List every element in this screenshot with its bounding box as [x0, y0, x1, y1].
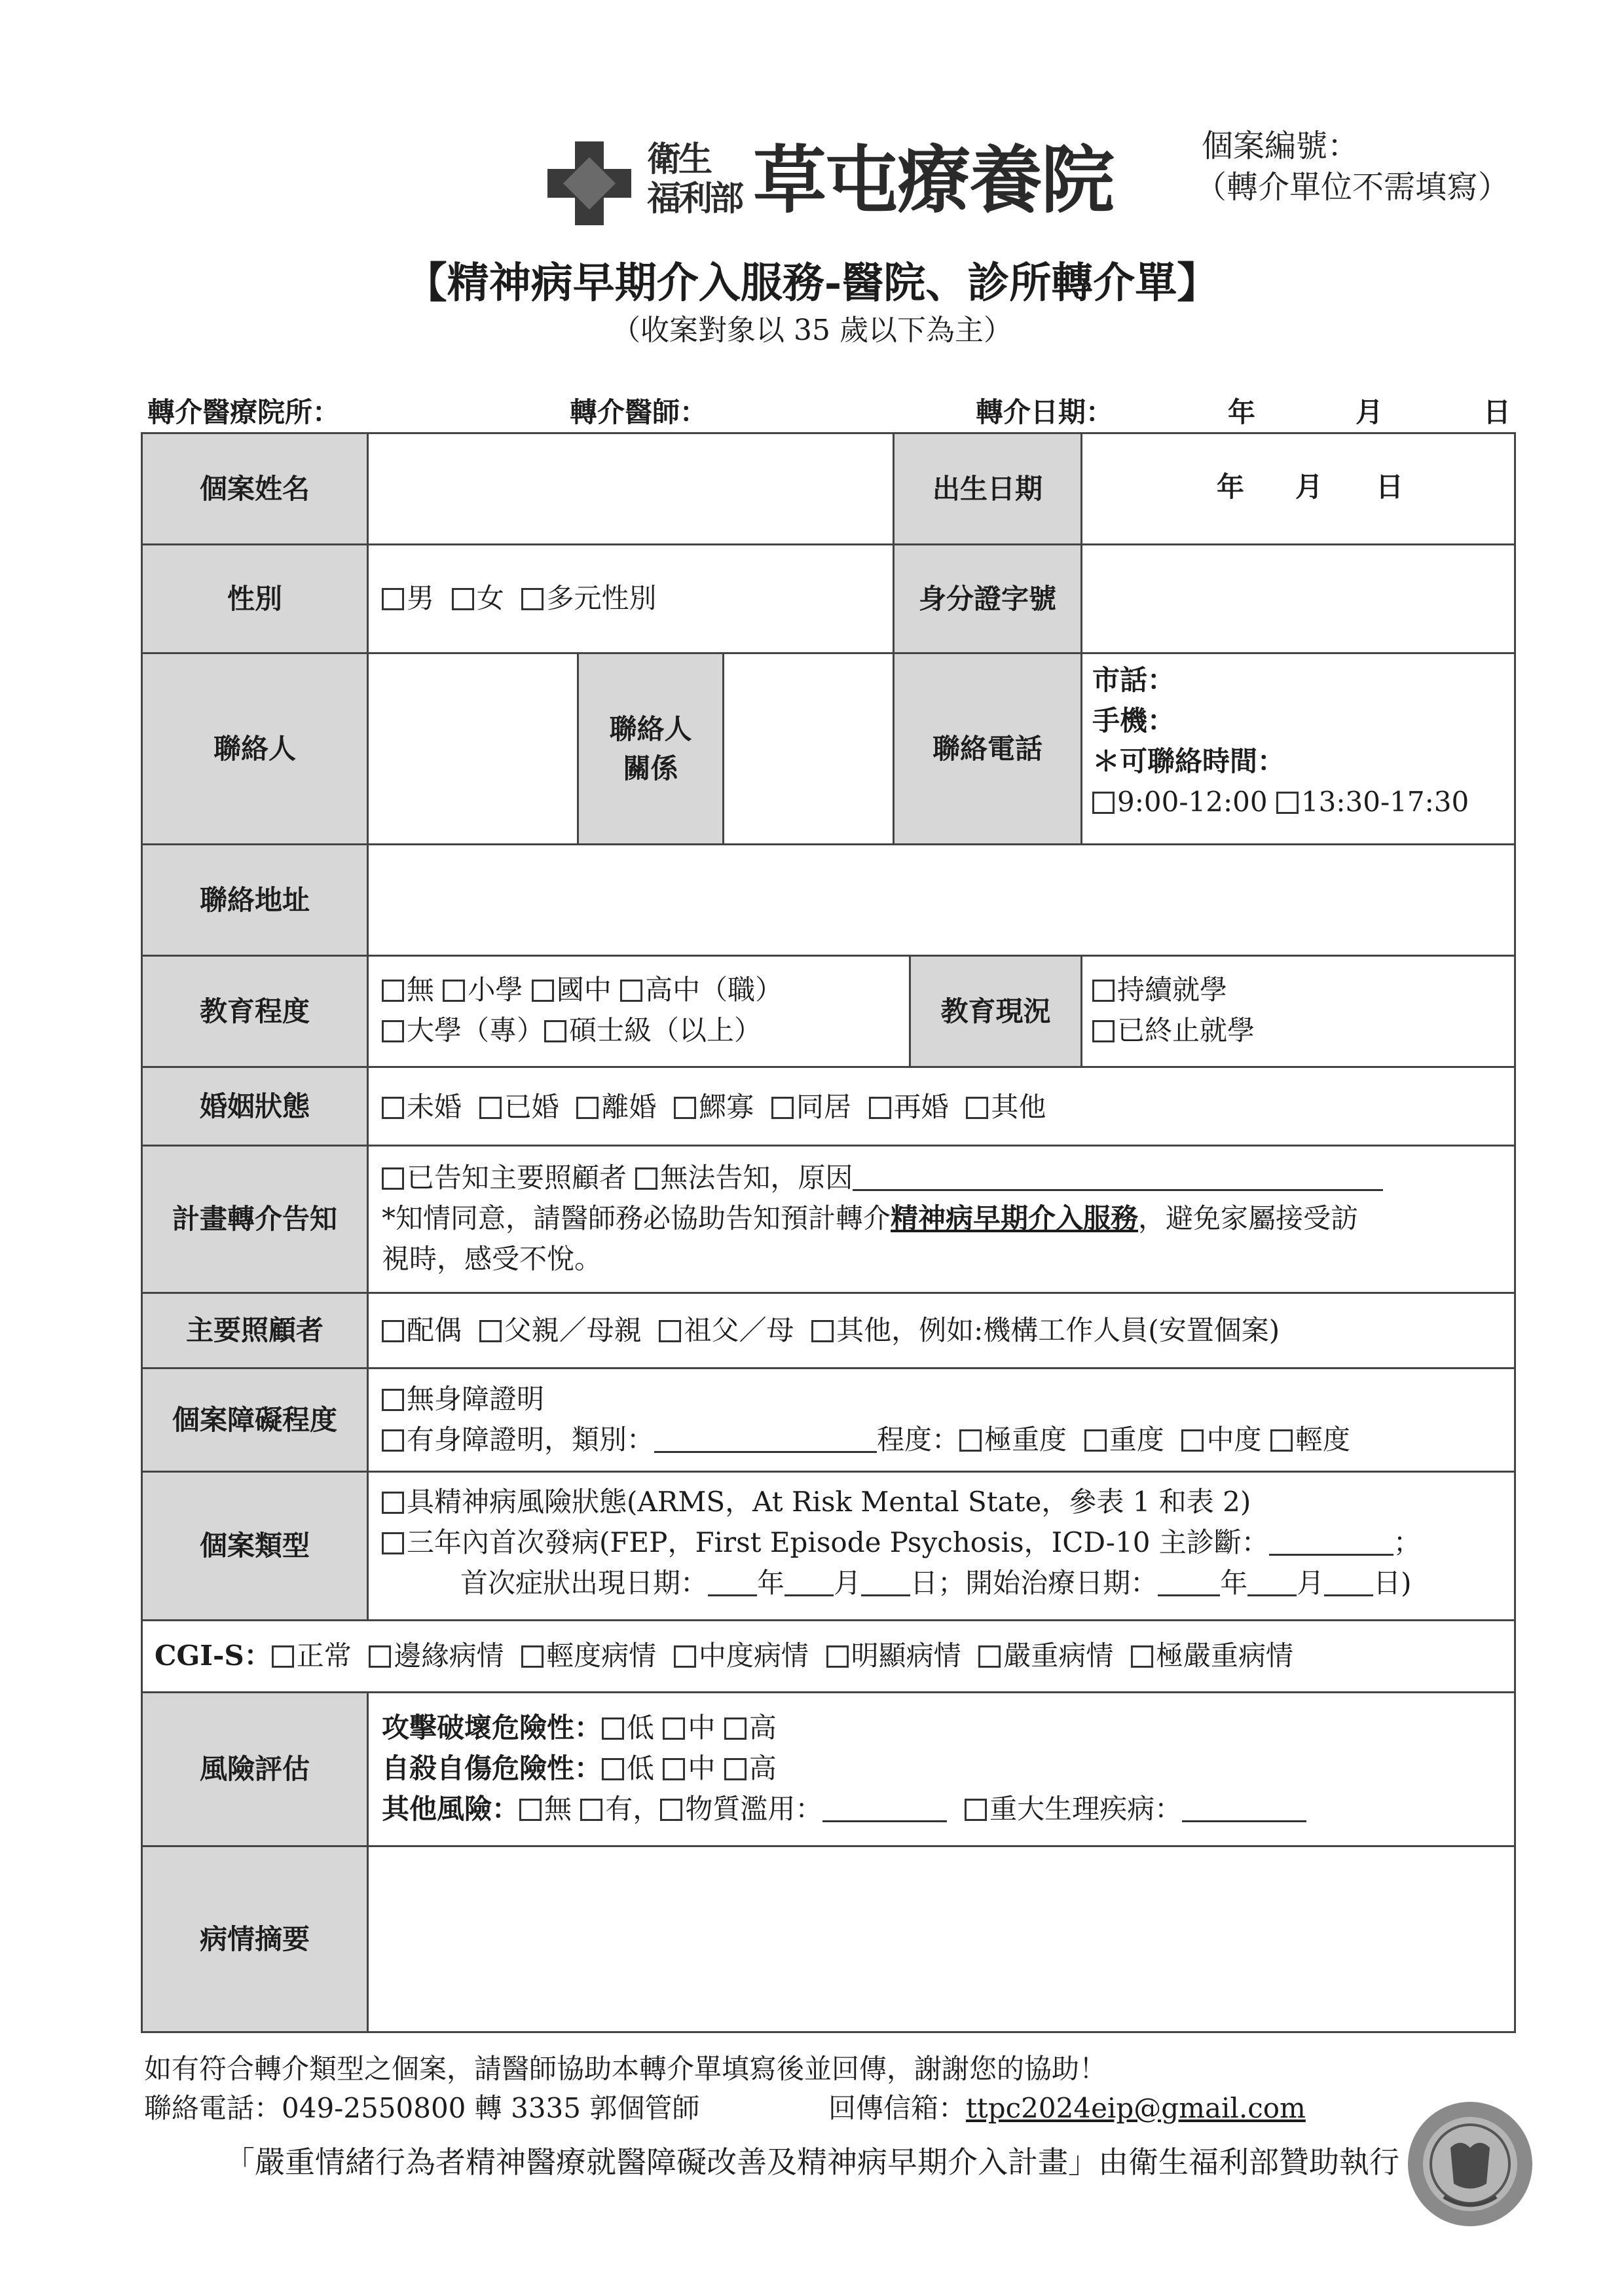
- gender-label: 性別: [143, 545, 367, 652]
- edu-primary-checkbox[interactable]: [443, 980, 465, 1002]
- birth-day-label: 日: [1376, 471, 1404, 503]
- time-morning-checkbox[interactable]: [1092, 792, 1115, 814]
- caregiver-options: 配偶 父親／母親 祖父／母 其他，例如:機構工作人員(安置個案): [382, 1310, 1280, 1351]
- condition-summary-label: 病情摘要: [143, 1847, 367, 2031]
- symptom-date-label: 首次症狀出現日期：: [460, 1567, 709, 1599]
- notice-reason-blank[interactable]: [853, 1162, 1383, 1191]
- edu-continuing-checkbox[interactable]: [1092, 980, 1115, 1002]
- edu-stopped-checkbox[interactable]: [1092, 1020, 1115, 1042]
- symptom-month-blank[interactable]: [784, 1567, 834, 1596]
- caregiver-parent-checkbox[interactable]: [479, 1320, 502, 1342]
- referral-date-field[interactable]: 轉介日期：: [976, 396, 1114, 428]
- caregiver-other-checkbox[interactable]: [811, 1320, 834, 1342]
- type-fep-checkbox[interactable]: [382, 1532, 404, 1554]
- marital-status-label: 婚姻狀態: [143, 1068, 367, 1145]
- time-afternoon-checkbox[interactable]: [1276, 792, 1299, 814]
- disability-mild-checkbox[interactable]: [1270, 1429, 1293, 1452]
- education-status-options: 持續就學 已終止就學: [1092, 970, 1255, 1051]
- condition-summary-input[interactable]: [369, 1847, 1511, 2031]
- contact-relation-label: 聯絡人關係: [579, 654, 722, 843]
- edu-master-checkbox[interactable]: [544, 1020, 566, 1042]
- form-title: 【精神病早期介入服務-醫院、診所轉介單】: [405, 259, 1219, 308]
- footer-sponsor: 「嚴重情緒行為者精神醫療就醫障礙改善及精神病早期介入計畫」由衛生福利部贊助執行: [225, 2144, 1399, 2180]
- birth-year-label: 年: [1217, 471, 1245, 503]
- marital-widowed-checkbox[interactable]: [674, 1097, 696, 1119]
- gender-options: [382, 578, 656, 619]
- marital-options: 未婚 已婚 離婚 鰥寡 同居 再婚 其他: [382, 1087, 1046, 1128]
- contact-phone-label: 聯絡電話: [895, 654, 1080, 843]
- case-number-note: （轉介單位不需填寫）: [1195, 169, 1510, 206]
- case-name-label: 個案姓名: [143, 434, 367, 543]
- risk-suicide-label: 自殺自傷危險性：: [382, 1752, 602, 1784]
- case-type-label: 個案類型: [143, 1473, 367, 1619]
- landline-field[interactable]: 市話：: [1092, 664, 1175, 696]
- contact-person-label: 聯絡人: [143, 654, 367, 843]
- risk-assessment-block: 攻擊破壞危險性： 低 中 高 自殺自傷危險性： 低 中 高 其他風險： 無 有， 物質濫用： 重大生理疾病：: [382, 1708, 1306, 1829]
- caregiver-label: 主要照顧者: [143, 1294, 367, 1367]
- contact-phone-block: [1092, 660, 1469, 822]
- notice-service-name: 精神病早期介入服務: [891, 1202, 1139, 1234]
- cgi-borderline-checkbox[interactable]: [369, 1645, 391, 1668]
- cgi-normal-checkbox[interactable]: [272, 1645, 294, 1668]
- id-number-label: 身分證字號: [895, 545, 1080, 652]
- physical-illness-checkbox[interactable]: [965, 1799, 987, 1821]
- caregiver-spouse-checkbox[interactable]: [382, 1320, 404, 1342]
- notice-consent-text-b: ，避免家屬接受訪: [1138, 1202, 1359, 1234]
- form-subtitle: （收案對象以 35 歲以下為主）: [612, 314, 1012, 347]
- substance-abuse-blank[interactable]: [822, 1793, 947, 1822]
- aggression-low-checkbox[interactable]: [602, 1717, 624, 1740]
- footer-email-line: [828, 2089, 1306, 2128]
- marital-married-checkbox[interactable]: [479, 1097, 502, 1119]
- id-number-input[interactable]: [1082, 545, 1511, 652]
- address-input[interactable]: [369, 845, 1511, 955]
- education-status-label: 教育現況: [911, 957, 1080, 1066]
- other-risk-none-checkbox[interactable]: [519, 1799, 542, 1821]
- substance-abuse-checkbox[interactable]: [660, 1799, 682, 1821]
- icd10-diagnosis-blank[interactable]: [1269, 1526, 1393, 1556]
- disability-have-checkbox[interactable]: [382, 1429, 404, 1452]
- notice-unable-checkbox[interactable]: [635, 1167, 657, 1190]
- referral-notice-block: 已告知主要照顧者 無法告知，原因 *知情同意，請醫師務必協助告知預計轉介精神病早期介入服務，避免家屬接受訪 視時，感受不悅。: [382, 1158, 1383, 1279]
- disability-none-checkbox[interactable]: [382, 1389, 404, 1411]
- suicide-low-checkbox[interactable]: [602, 1758, 624, 1780]
- footer-email-link[interactable]: ttpc2024eip@gmail.com: [966, 2092, 1306, 2124]
- contact-time-label: ＊可聯絡時間：: [1092, 745, 1285, 777]
- disability-label: 個案障礙程度: [143, 1369, 367, 1471]
- edu-junior-checkbox[interactable]: [532, 980, 554, 1002]
- referral-form-table: [141, 432, 1516, 2033]
- cgi-moderate-checkbox[interactable]: [674, 1645, 696, 1668]
- address-label: 聯絡地址: [143, 845, 367, 955]
- gender-option-male[interactable]: 男: [382, 582, 434, 614]
- cgi-s-row: CGI-S： 正常 邊緣病情 輕度病情 中度病情 明顯病情 嚴重病情 極嚴重病情: [155, 1640, 1294, 1672]
- cgi-severe-checkbox[interactable]: [978, 1645, 1001, 1668]
- diverse-gender-checkbox[interactable]: [521, 588, 544, 610]
- disability-block: 無身障證明 有身障證明，類別： 程度： 極重度 重度 中度 輕度: [382, 1379, 1350, 1460]
- risk-assessment-label: 風險評估: [143, 1693, 367, 1845]
- type-arms-checkbox[interactable]: [382, 1492, 404, 1514]
- disability-profound-checkbox[interactable]: [959, 1429, 982, 1452]
- referral-date-year: 年: [1228, 396, 1256, 428]
- logo-hospital-name: 草屯療養院: [753, 138, 1113, 223]
- notice-consent-text-c: 視時，感受不悅。: [382, 1243, 602, 1275]
- female-checkbox[interactable]: [452, 588, 474, 610]
- aggression-high-checkbox[interactable]: [724, 1717, 747, 1740]
- cgi-extreme-checkbox[interactable]: [1131, 1645, 1153, 1668]
- treat-day-blank[interactable]: [1324, 1567, 1373, 1596]
- footer-contact-phone: 聯絡電話：049-2550800 轉 3335 郭個管師: [144, 2092, 700, 2124]
- edu-senior-checkbox[interactable]: [620, 980, 642, 1002]
- caregiver-grandparent-checkbox[interactable]: [659, 1320, 681, 1342]
- disability-severe-checkbox[interactable]: [1084, 1429, 1107, 1452]
- disability-moderate-checkbox[interactable]: [1181, 1429, 1204, 1452]
- referral-notice-label: 計畫轉介告知: [143, 1147, 367, 1292]
- aggression-mid-checkbox[interactable]: [663, 1717, 685, 1740]
- treat-year-blank[interactable]: [1158, 1567, 1220, 1596]
- ministry-seal-icon: [1405, 2099, 1536, 2230]
- treat-date-label: ；開始治療日期：: [938, 1567, 1158, 1599]
- education-label: 教育程度: [143, 957, 367, 1066]
- risk-aggression-label: 攻擊破壞危險性：: [382, 1712, 602, 1744]
- male-checkbox[interactable]: [382, 588, 404, 610]
- notice-consent-text: *知情同意，請醫師務必協助告知預計轉介: [382, 1202, 891, 1234]
- treat-month-blank[interactable]: [1247, 1567, 1297, 1596]
- contact-person-input[interactable]: [369, 654, 577, 843]
- cgi-marked-checkbox[interactable]: [826, 1645, 849, 1668]
- contact-time-options: [1092, 782, 1469, 822]
- logo-subtitle-line-1: 衛生: [647, 140, 710, 179]
- referral-date-day: 日: [1483, 396, 1511, 428]
- marital-divorced-checkbox[interactable]: [576, 1097, 599, 1119]
- notice-informed-checkbox[interactable]: [382, 1167, 404, 1190]
- footer-email-label: 回傳信箱：: [828, 2092, 967, 2124]
- footer-instruction: 如有符合轉介類型之個案，請醫師協助本轉介單填寫後並回傳，謝謝您的協助！: [144, 2053, 1107, 2085]
- edu-college-checkbox[interactable]: [382, 1020, 404, 1042]
- gender-option-diverse[interactable]: 多元性別: [521, 582, 656, 614]
- suicide-mid-checkbox[interactable]: [663, 1758, 685, 1780]
- marital-remarried-checkbox[interactable]: [869, 1097, 891, 1119]
- birth-month-label: 月: [1295, 471, 1323, 503]
- gender-option-female[interactable]: 女: [452, 582, 504, 614]
- case-number-label: 個案編號：: [1202, 128, 1359, 164]
- suicide-high-checkbox[interactable]: [724, 1758, 747, 1780]
- contact-relation-input[interactable]: [724, 654, 893, 843]
- symptom-year-blank[interactable]: [708, 1567, 757, 1596]
- referral-hospital-field[interactable]: 轉介醫療院所：: [147, 396, 341, 428]
- cgi-mild-checkbox[interactable]: [521, 1645, 544, 1668]
- birth-date-label: 出生日期: [895, 434, 1080, 543]
- education-options: 無 小學 國中 高中（職） 大學（專） 碩士級（以上）: [382, 970, 783, 1051]
- case-type-block: 具精神病風險狀態(ARMS，At Risk Mental State，參表 1 和表 2) 三年內首次發病(FEP，First Episode Psychosis，ICD-10 主診斷： ； 首次症狀出現日期： 年 月 日；開始治療日期： 年 月 日): [382, 1482, 1421, 1604]
- other-risk-yes-checkbox[interactable]: [580, 1799, 602, 1821]
- physical-illness-blank[interactable]: [1182, 1793, 1306, 1822]
- edu-none-checkbox[interactable]: [382, 980, 404, 1002]
- symptom-day-blank[interactable]: [861, 1567, 910, 1596]
- logo-subtitle-line-2: 福利部: [647, 179, 742, 219]
- ministry-cross-icon: [544, 138, 635, 229]
- risk-other-label: 其他風險：: [382, 1793, 520, 1825]
- referral-date-month: 月: [1356, 396, 1384, 428]
- cgi-s-label: CGI-S：: [155, 1640, 272, 1672]
- marital-single-checkbox[interactable]: [382, 1097, 404, 1119]
- mobile-field[interactable]: 手機：: [1092, 705, 1175, 737]
- time-morning-label: 9:00-12:00: [1117, 786, 1268, 818]
- time-afternoon-label: 13:30-17:30: [1301, 786, 1469, 818]
- hospital-logo: [544, 131, 1120, 229]
- case-name-input[interactable]: [369, 434, 893, 543]
- disability-category-blank[interactable]: [654, 1423, 877, 1453]
- marital-other-checkbox[interactable]: [966, 1097, 988, 1119]
- referral-doctor-field[interactable]: 轉介醫師：: [570, 396, 708, 428]
- marital-cohabiting-checkbox[interactable]: [771, 1097, 794, 1119]
